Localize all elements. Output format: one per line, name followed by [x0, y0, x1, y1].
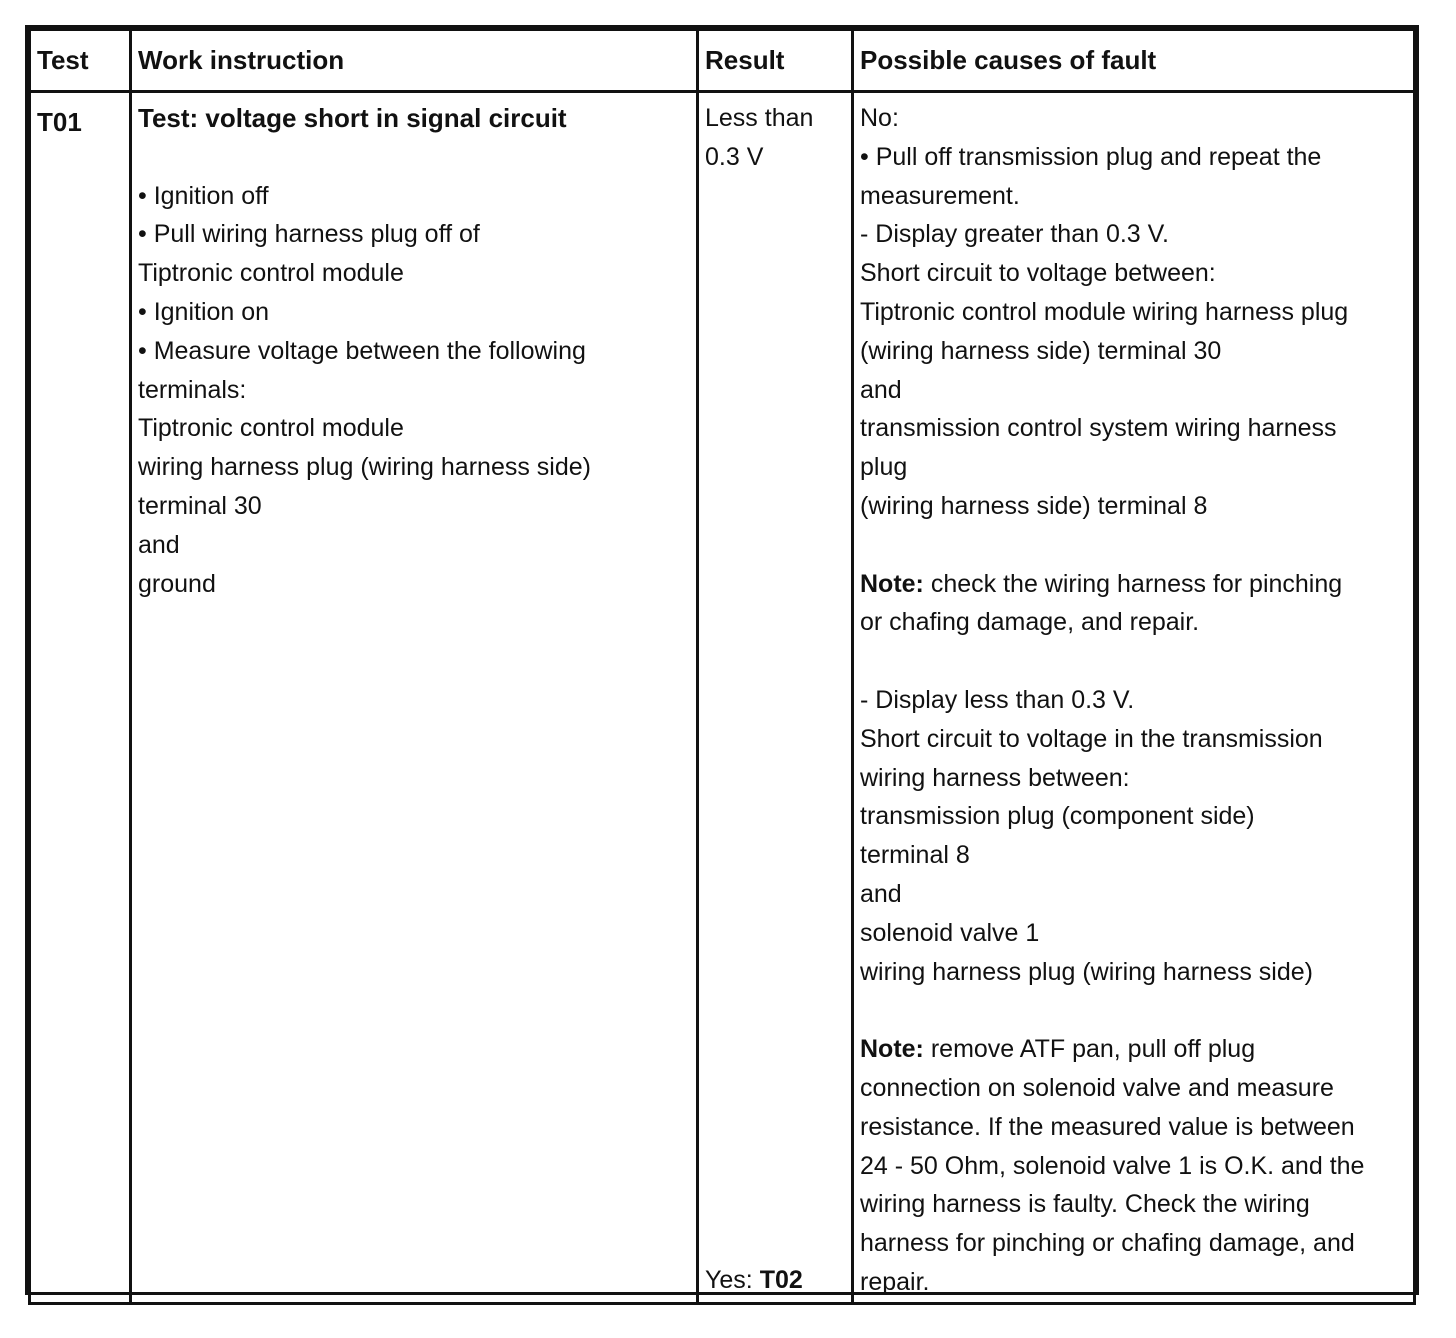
possible-causes-cell [853, 92, 1415, 1304]
spacer [860, 991, 1407, 1030]
result-line: 0.3 V [705, 142, 764, 171]
note-text: check the wiring harness for pinching [923, 569, 1343, 598]
instruction-line: Tiptronic control module [138, 414, 404, 443]
instruction-line: terminals: [138, 375, 247, 404]
cause-line: • Pull off transmission plug and repeat the [860, 142, 1322, 171]
cause-line: Tiptronic control module wiring harness plug [860, 297, 1349, 326]
cause-line: solenoid valve 1 [860, 918, 1040, 947]
cause-line: terminal 8 [860, 841, 970, 870]
instruction-line: • Ignition off [138, 181, 269, 210]
cause-line: (wiring harness side) terminal 8 [860, 491, 1208, 520]
cause-line: No: [860, 104, 899, 132]
note-label: Note: [860, 1035, 924, 1064]
instruction-title: Test: voltage short in signal circuit [138, 103, 567, 133]
note-text: remove ATF pan, pull off plug [923, 1035, 1256, 1064]
note-line: or chafing damage, and repair. [860, 608, 1200, 637]
note-line [860, 1030, 1407, 1069]
cause-line: wiring harness between: [860, 763, 1130, 792]
note-line: connection on solenoid valve and measure [860, 1073, 1334, 1102]
instruction-line: Tiptronic control module [138, 259, 404, 288]
cause-line: - Display less than 0.3 V. [860, 685, 1135, 714]
header-result: Result [698, 30, 853, 92]
result-yes-prefix: Yes: [705, 1265, 753, 1294]
note-line: 24 - 50 Ohm, solenoid valve 1 is O.K. and the [860, 1151, 1365, 1180]
cause-line: transmission plug (component side) [860, 802, 1255, 831]
diagnostic-table-frame [25, 25, 1419, 1295]
cause-line: wiring harness plug (wiring harness side) [860, 957, 1313, 986]
note-line: resistance. If the measured value is between [860, 1112, 1355, 1141]
cause-line: and [860, 375, 902, 404]
cause-line: Short circuit to voltage in the transmission [860, 724, 1323, 753]
instruction-line: • Ignition on [138, 297, 270, 326]
instruction-line: ground [138, 569, 216, 598]
instruction-line: • Measure voltage between the following [138, 336, 586, 365]
header-possible-causes: Possible causes of fault [853, 30, 1415, 92]
cause-line: transmission control system wiring harness [860, 414, 1337, 443]
cause-line: - Display greater than 0.3 V. [860, 220, 1169, 249]
cause-line: and [860, 879, 902, 908]
cause-line: measurement. [860, 181, 1020, 210]
test-id-cell: T01 [30, 92, 131, 1304]
result-yes-target: T02 [759, 1265, 803, 1294]
instruction-line: and [138, 530, 180, 559]
note-line: harness for pinching or chafing damage, and [860, 1229, 1355, 1258]
result-line: Less than [705, 104, 814, 132]
result-cell [698, 92, 853, 1304]
instruction-line: terminal 30 [138, 491, 262, 520]
header-row [30, 30, 1415, 92]
work-instruction-cell [131, 92, 698, 1304]
note-label: Note: [860, 569, 924, 598]
note-line: wiring harness is faulty. Check the wiring [860, 1190, 1310, 1219]
cause-line: plug [860, 453, 908, 482]
note-line: repair. [860, 1267, 930, 1296]
result-yes [705, 1261, 803, 1300]
header-test: Test [30, 30, 131, 92]
instruction-line: • Pull wiring harness plug off of [138, 220, 480, 249]
cause-line: (wiring harness side) terminal 30 [860, 336, 1222, 365]
cause-line: Short circuit to voltage between: [860, 259, 1216, 288]
diagnostic-test-table [28, 28, 1416, 1305]
table-row [30, 92, 1415, 1304]
spacer [138, 138, 690, 177]
spacer [860, 642, 1407, 681]
note-line [860, 565, 1407, 604]
header-work-instruction: Work instruction [131, 30, 698, 92]
instruction-line: wiring harness plug (wiring harness side) [138, 453, 591, 482]
spacer [860, 526, 1407, 565]
